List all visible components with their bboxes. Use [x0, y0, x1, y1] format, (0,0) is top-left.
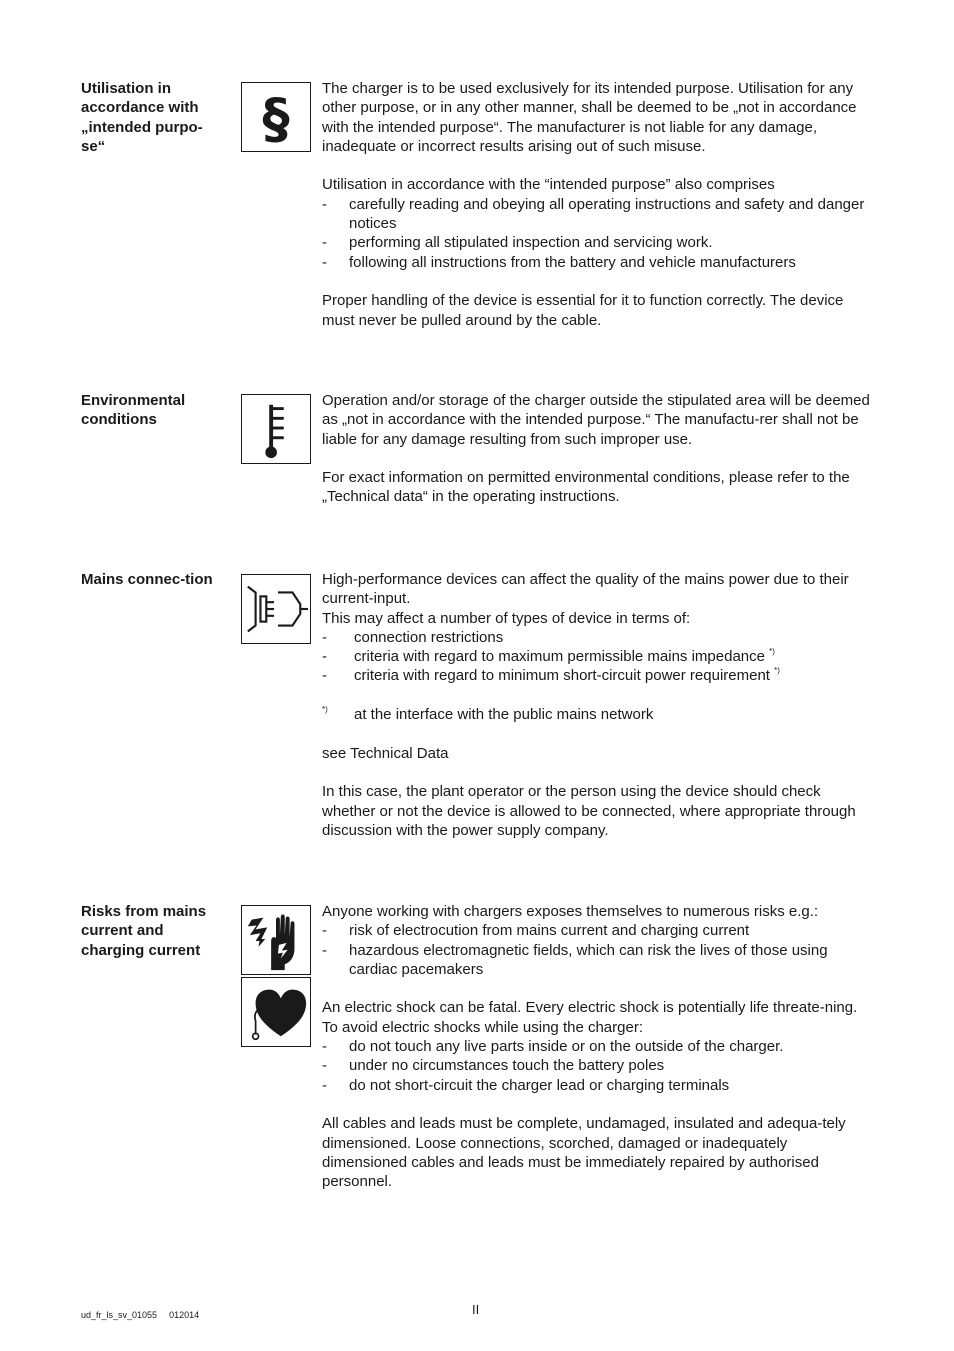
footnote-marker: *): [774, 666, 780, 676]
list-item: - criteria with regard to minimum short-circuit power requirement *): [322, 666, 780, 685]
section-heading: Environmental conditions: [81, 392, 186, 429]
paragraph: An electric shock can be fatal. Every electric shock is potentially life threate-ning. To avoid electric shocks while using the charger:: [322, 999, 858, 1036]
paragraph: For exact information on permitted environmental conditions, please refer to the „Technical data“ in the operating instructions.: [322, 469, 850, 506]
paragraph: This may affect a number of types of device in terms of:: [322, 609, 691, 627]
section-body: [322, 79, 874, 330]
section-body: [322, 902, 874, 1191]
section-heading: Risks from mains current and charging current: [81, 903, 207, 959]
thermometer-icon: [241, 394, 311, 464]
paragraph: Anyone working with chargers exposes themselves to numerous risks e.g.:: [322, 903, 819, 920]
list-item: - performing all stipulated inspection and servicing work.: [322, 234, 713, 252]
paragraph: Operation and/or storage of the charger outside the stipulated area will be deemed as „not in accordance with the intended purpose.“ The manufactu-rer shall not be liable for any damage resulting from such improper use.: [322, 392, 870, 448]
list-item: - carefully reading and obeying all operating instructions and safety and danger notices: [322, 195, 865, 233]
list-item: - do not touch any live parts inside or on the outside of the charger.: [322, 1038, 784, 1056]
section-heading: Utilisation in accordance with „intended purpo-se“: [81, 80, 203, 155]
paragraph: In this case, the plant operator or the person using the device should check whether or not the device is allowed to be connected, where appropriate through discussion with the power supply company.: [322, 783, 856, 839]
paragraph: Proper handling of the device is essential for it to function correctly. The device must never be pulled around by the cable.: [322, 292, 844, 329]
footnote: *) at the interface with the public mains network: [322, 705, 654, 724]
paragraph-section-icon: [241, 82, 311, 152]
list-item: - under no circumstances touch the battery poles: [322, 1057, 665, 1075]
list-item: - following all instructions from the battery and vehicle manufacturers: [322, 253, 796, 271]
footer-doc-code: [81, 1310, 199, 1320]
list-item: - connection restrictions: [322, 628, 504, 646]
list-item: - do not short-circuit the charger lead or charging terminals: [322, 1076, 730, 1094]
footnote-marker: *): [769, 647, 775, 657]
electric-shock-hand-icon: [241, 905, 311, 975]
section-heading: Mains connec-tion: [81, 571, 213, 588]
doc-code: ud_fr_ls_sv_01055: [81, 1310, 158, 1320]
list-item: - risk of electrocution from mains current and charging current: [322, 922, 750, 940]
date-code: 012014: [169, 1310, 200, 1320]
heart-pacemaker-icon: [241, 977, 311, 1047]
svg-text:§: §: [262, 87, 290, 151]
paragraph: see Technical Data: [322, 744, 449, 762]
paragraph: The charger is to be used exclusively for its intended purpose. Utilisation for any other purpose, or in any other manner, shall be deemed to be „not in accordance with the intended purpose“. The manufacturer is not liable for any damage, inadequate or incorrect results arising out of such misuse.: [322, 80, 857, 155]
list-item: - criteria with regard to maximum permissible mains impedance *): [322, 647, 775, 666]
paragraph: Utilisation in accordance with the “intended purpose” also comprises: [322, 176, 775, 194]
section-body: [322, 570, 874, 840]
paragraph: All cables and leads must be complete, undamaged, insulated and adequa-tely dimensioned. Loose connections, scorched, damaged or inadequately dimensioned cables and leads must be immediately repaired by authorised personnel.: [322, 1115, 846, 1191]
paragraph: High-performance devices can affect the quality of the mains power due to their current-input.: [322, 571, 849, 608]
section-body: [322, 391, 874, 507]
mains-plug-icon: [241, 574, 311, 644]
page-number: II: [472, 1302, 480, 1317]
list-item: - hazardous electromagnetic fields, which can risk the lives of those using cardiac pacemakers: [322, 941, 828, 978]
